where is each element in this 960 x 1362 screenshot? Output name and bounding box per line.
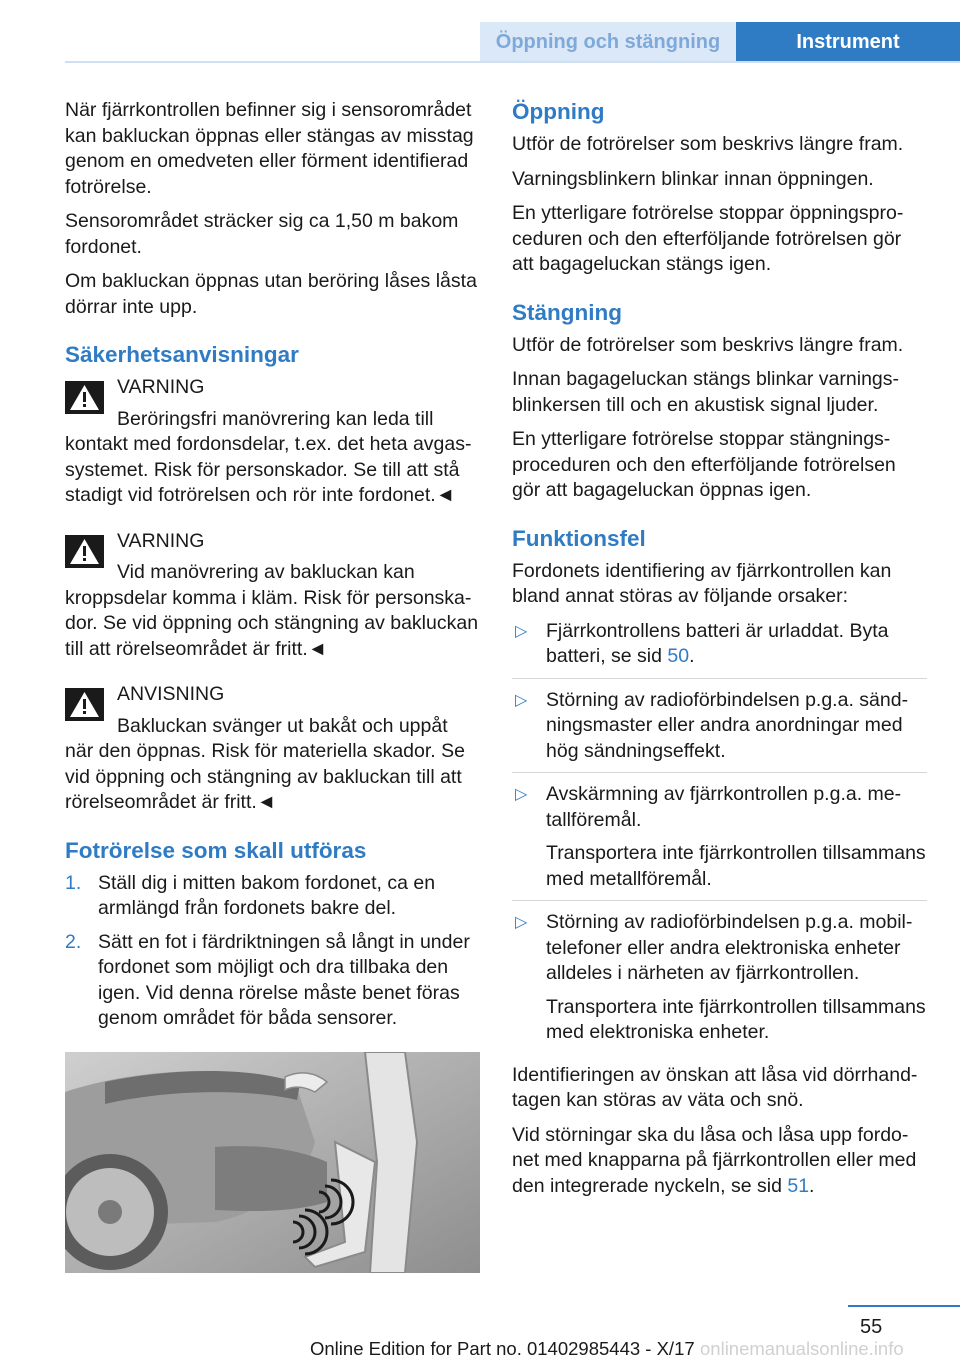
warning-text-rest: kontakt med fordonsdelar, t.ex. det heta avgassystemet. Risk för personskador. Se till att stå stadigt vid fotrörelsen och rör inte fordonet.◄: [65, 433, 472, 506]
warning-block: [65, 375, 480, 509]
warning-label: VARNING: [117, 376, 205, 398]
header-rule: [65, 61, 960, 63]
warning-text-rest: kroppsdelar komma i kläm. Risk för personskador. Se vid öppning och stängning av bakluckan till att rörelseområdet är fritt.◄: [65, 586, 479, 660]
cause-text: Störning av radioförbindelsen p.g.a. mobiltelefoner eller andra elektroniska enheter alldeles i närheten av fjärrkontrollen.: [546, 911, 913, 984]
page-link[interactable]: 50: [667, 645, 690, 667]
list-item: [65, 871, 480, 922]
intro-paragraph-1: När fjärrkontrollen befinner sig i sensorområdet kan bakluckan öppnas eller stängas av misstag genom en omedveten eller förment identifierad fotrörelse.: [65, 99, 474, 198]
cause-subtext: Transportera inte fjärrkontrollen tillsammans med elektroniska enheter.: [546, 995, 926, 1043]
fault-intro: Fordonets identifiering av fjärrkontrollen kan bland annat störas av följande orsaker:: [512, 559, 892, 607]
fault-heading: Funktionsfel: [512, 525, 646, 551]
list-item: [65, 930, 480, 1032]
open-paragraph-3: En ytterligare fotrörelse stoppar öppningsproceduren och den efterföljande fotrörelsen gör att bagageluckan stängs igen.: [512, 202, 904, 275]
close-heading: Stängning: [512, 299, 622, 325]
watermark: onlinemanualsonline.info: [700, 1338, 904, 1359]
close-paragraph-3: En ytterligare fotrörelse stoppar stängningsproceduren och den efterföljande fotrörelsen gör att bagageluckan öppnas igen.: [512, 428, 896, 501]
list-item: [512, 619, 927, 679]
intro-paragraph-2: Sensorområdet sträcker sig ca 1,50 m bakom fordonet.: [65, 210, 459, 258]
cause-text-end: .: [689, 645, 695, 667]
warning-text-first: Beröringsfri manövrering kan leda till: [117, 407, 434, 430]
after-paragraph-2: [512, 1123, 927, 1200]
list-item: [512, 688, 927, 774]
notice-text-rest: när den öppnas. Risk för materiella skador. Se vid öppning och stängning av bakluckan till att rörelseområdet är fritt.◄: [65, 740, 465, 813]
notice-block: [65, 682, 480, 816]
list-item: [512, 910, 927, 1054]
cause-subtext: Transportera inte fjärrkontrollen tillsammans med metallföremål.: [546, 842, 926, 890]
page-link[interactable]: 51: [787, 1174, 810, 1197]
step-text: Sätt en fot i färdriktningen så långt in under fordonet som möjligt och dra tillbaka den igen. Vid denna rörelse måste benet föras genom området för båda sensorer.: [98, 930, 470, 1029]
notice-text-first: Bakluckan svänger ut bakåt och uppåt: [117, 714, 448, 737]
list-item: [512, 782, 927, 901]
open-paragraph-2: Varningsblinkern blinkar innan öppningen.: [512, 167, 874, 190]
after-paragraph-2-text: Vid störningar ska du låsa och låsa upp fordonet med knapparna på fjärrkontrollen eller med den integrerade nyckeln, se sid: [512, 1123, 917, 1197]
bullet-triangle-icon: ▷: [515, 914, 528, 931]
warning-block: [65, 529, 480, 663]
left-column: [65, 98, 480, 1044]
cause-text: Fjärrkontrollens batteri är urladdat. Byta batteri, se sid: [546, 619, 889, 667]
motion-heading: Fotrörelse som skall utföras: [65, 837, 367, 863]
warning-text-first: Vid manövrering av bakluckan kan: [117, 561, 415, 583]
chapter-tab: Instrument: [736, 22, 960, 63]
tailgate-illustration: [65, 1052, 480, 1273]
open-heading: Öppning: [512, 99, 605, 124]
cause-text: Avskärmning av fjärrkontrollen p.g.a. metallföremål.: [546, 783, 902, 831]
intro-paragraph-3: Om bakluckan öppnas utan beröring låses låsta dörrar inte upp.: [65, 270, 477, 318]
safety-heading: Säkerhetsanvisningar: [65, 342, 299, 367]
close-paragraph-2: Innan bagageluckan stängs blinkar varningsblinkersen till och en akustisk signal ljuder.: [512, 368, 900, 416]
section-tab: Öppning och stängning: [480, 22, 736, 63]
cause-text: Störning av radioförbindelsen p.g.a. sändningsmaster eller andra anordningar med hög sändningseffekt.: [546, 688, 909, 762]
causes-list: [512, 619, 927, 1054]
footer-rule: [848, 1305, 960, 1307]
edition-text: Online Edition for Part no. 01402985443 - X/17: [310, 1338, 695, 1359]
page-number: 55: [860, 1316, 883, 1338]
right-column: [512, 98, 927, 1208]
warning-triangle-icon: [65, 688, 104, 721]
warning-triangle-icon: [65, 535, 104, 568]
step-number: 1.: [65, 871, 82, 894]
warning-triangle-icon: [65, 381, 104, 414]
steps-list: [65, 871, 480, 1032]
warning-label: VARNING: [117, 529, 205, 552]
step-number: 2.: [65, 930, 82, 953]
open-paragraph-1: Utför de fotrörelser som beskrivs längre fram.: [512, 133, 904, 155]
close-paragraph-1: Utför de fotrörelser som beskrivs längre fram.: [512, 333, 904, 356]
bullet-triangle-icon: ▷: [515, 786, 528, 803]
after-paragraph-2-end: .: [809, 1174, 815, 1197]
bullet-triangle-icon: ▷: [515, 622, 528, 640]
step-text: Ställ dig i mitten bakom fordonet, ca en armlängd från fordonets bakre del.: [98, 871, 436, 919]
bullet-triangle-icon: ▷: [515, 691, 528, 709]
after-paragraph-1: Identifieringen av önskan att låsa vid dörrhandtagen kan störas av väta och snö.: [512, 1063, 918, 1111]
notice-label: ANVISNING: [117, 683, 225, 705]
